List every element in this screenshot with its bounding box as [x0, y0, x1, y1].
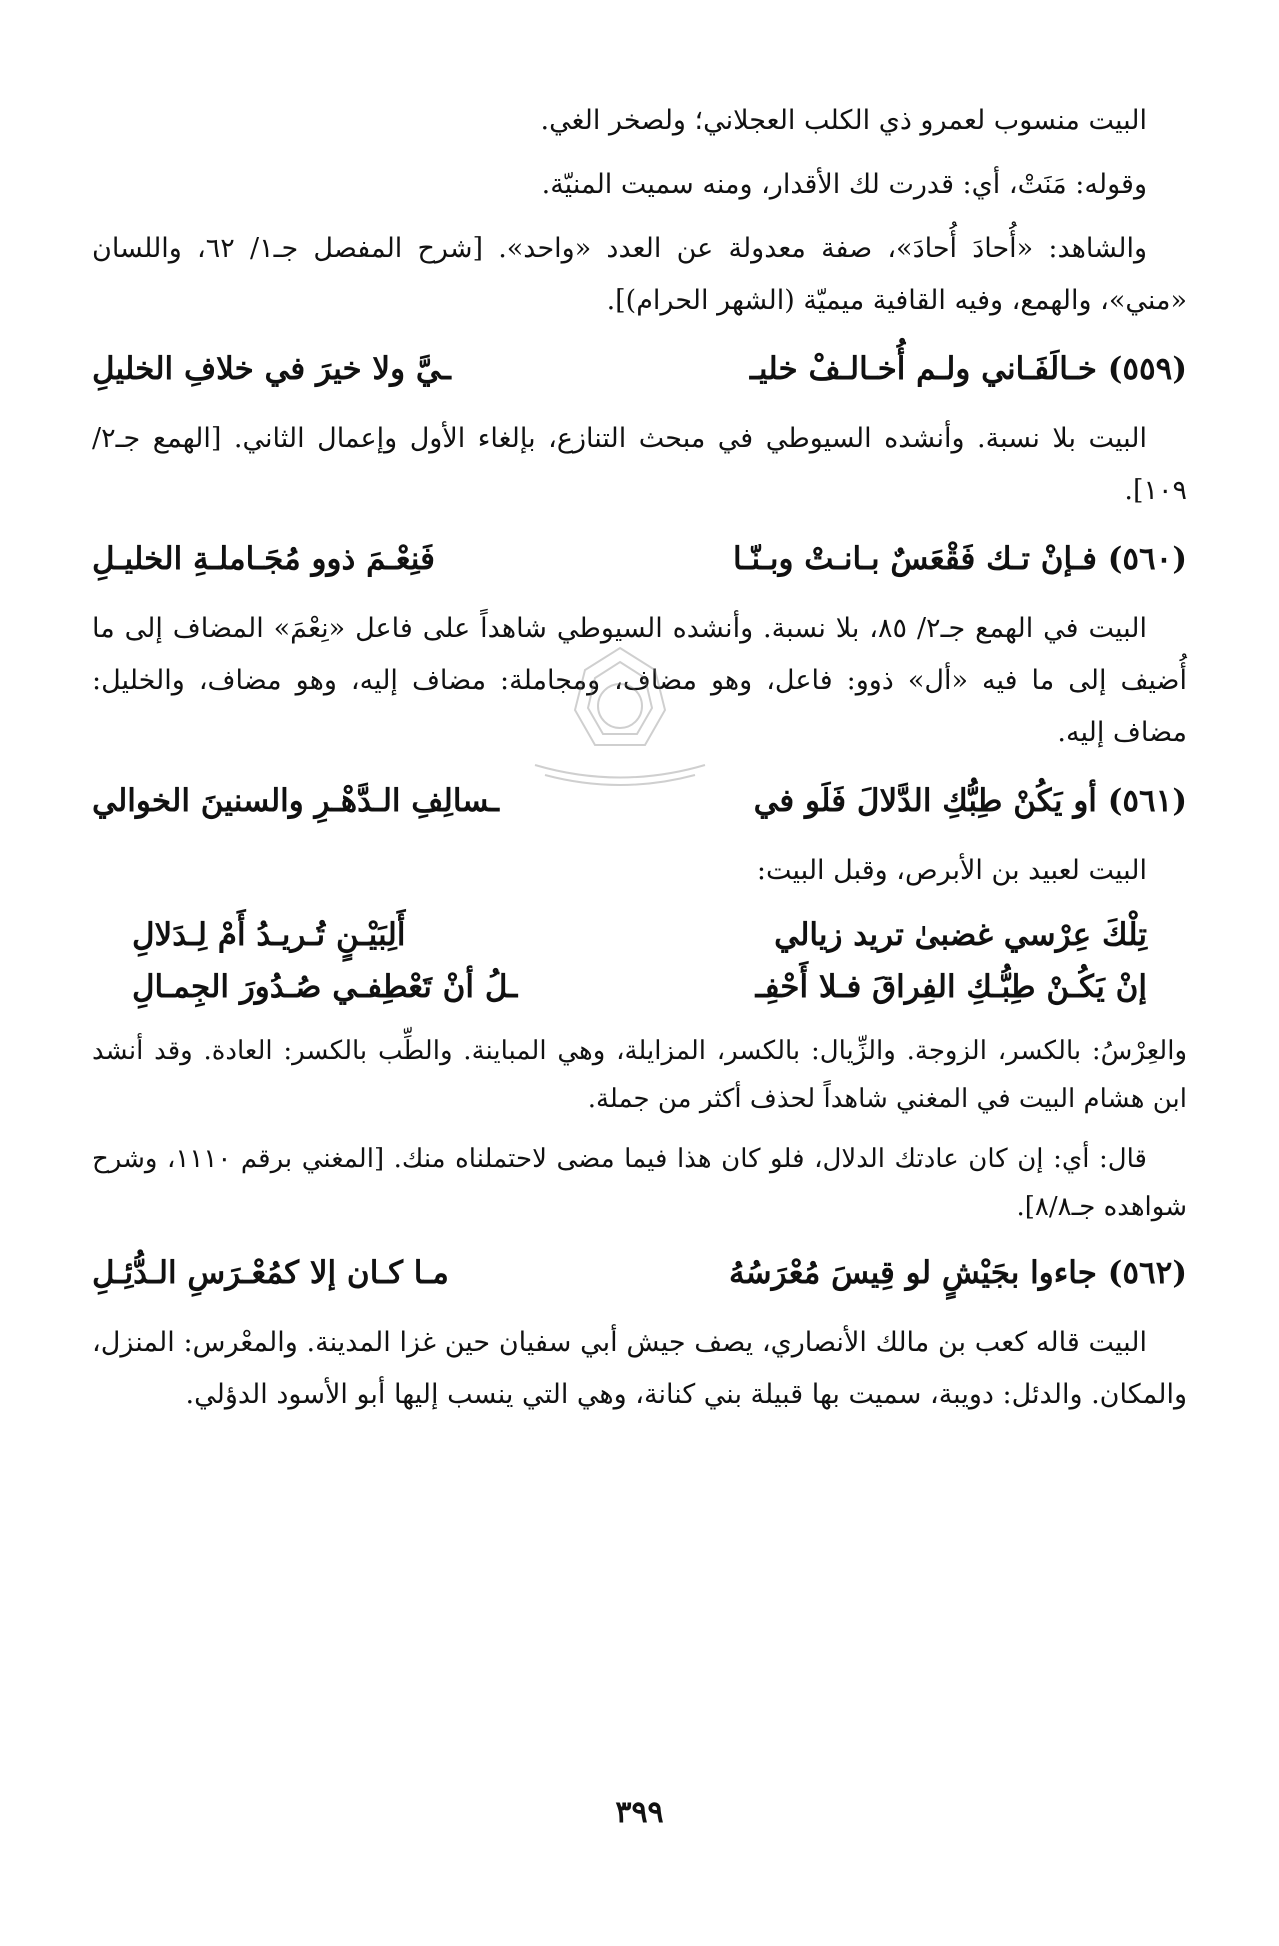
paragraph-witness-uhad: والشاهد: «أُحادَ أُحادَ»، صفة معدولة عن العدد «واحد». [شرح المفصل جـ١/ ٦٢، واللسان «مني»، والهمع، وفيه القافية ميميّة (الشهر الحرام)].: [92, 233, 1187, 316]
text-block: [92, 95, 1187, 327]
text-block-3: [92, 603, 1187, 759]
paragraph-verse-562-commentary: البيت قاله كعب بن مالك الأنصاري، يصف جيش أبي سفيان حين غزا المدينة. والمعْرس: المنزل، والمكان. والدئل: دويبة، سميت بها قبيلة بني كنانة، وهي التي ينسب إليها أبو الأسود الدؤلي.: [92, 1327, 1187, 1410]
verse-561-second-hemistich: ـسالِفِ الـدَّهْـرِ والسنينَ الخوالي: [92, 783, 500, 819]
paragraph-verse-560-commentary: البيت في الهمع جـ٢/ ٨٥، بلا نسبة. وأنشده السيوطي شاهداً على فاعل «نِعْمَ» المضاف إلى ما أُضيف إلى ما فيه «أل» ذوو: فاعل، وهو مضاف، ومجاملة: مضاف إليه، وهو مضاف، والخليل: مضاف إليه.: [92, 613, 1187, 748]
verse-559: [92, 339, 1187, 399]
preceding-verse-2: [132, 961, 1147, 1013]
verse-561-first-hemistich: (٥٦١) أو يَكُنْ طِبُّكِ الدَّلالَ فَلَو في: [753, 783, 1187, 819]
preceding-verse-1-second: أَلِبَيْـنٍ تُـريـدُ أَمْ لِـدَلالِ: [132, 917, 406, 953]
paragraph-glossary-irs: والعِرْسُ: بالكسر، الزوجة. والزِّيال: بالكسر، المزايلة، وهي المباينة. والطِّب بالكسر: العادة. وقد أنشد ابن هشام البيت في المغني شاهداً لحذف أكثر من جملة.: [92, 1036, 1187, 1114]
verse-560: [92, 529, 1187, 589]
text-block-6: [92, 1317, 1187, 1421]
verse-559-first-hemistich: (٥٥٩) خـالَفَـاني ولـم أُخـالـفْ خليـ: [749, 351, 1187, 387]
verse-559-second-hemistich: ـيَّ ولا خيرَ في خلافِ الخليلِ: [92, 351, 451, 387]
preceding-verse-1-first: تِلْكَ عِرْسي غضبىٰ تريد زيالي: [774, 917, 1147, 953]
paragraph-verse-559-commentary: البيت بلا نسبة. وأنشده السيوطي في مبحث التنازع، بإلغاء الأول وإعمال الثاني. [الهمع جـ٢/ ١٠٩].: [92, 423, 1187, 506]
preceding-verse-1: [132, 909, 1147, 961]
page-number: ٣٩٩: [615, 1795, 664, 1830]
preceding-verse-2-second: ـلُ أنْ تَعْطِفـي صُـدُورَ الجِمـالِ: [132, 969, 518, 1005]
paragraph-verse-561-attribution: البيت لعبيد بن الأبرص، وقبل البيت:: [756, 855, 1147, 886]
preceding-verse-2-first: إنْ يَكُـنْ طِبُّـكِ الفِراقَ فـلا أَحْفِـ: [755, 969, 1147, 1005]
text-block-5: [92, 1027, 1187, 1231]
verse-562-first-hemistich: (٥٦٢) جاءوا بجَيْشٍ لو قِيسَ مُعْرَسُهُ: [729, 1255, 1187, 1291]
text-block-4: [92, 845, 1187, 897]
verse-562-second-hemistich: مـا كـان إلا كمُعْـرَسِ الـدُّئِـلِ: [92, 1255, 449, 1291]
verse-561: [92, 771, 1187, 831]
paragraph-attribution-amr: البيت منسوب لعمرو ذي الكلب العجلاني؛ ولصخر الغي.: [540, 105, 1147, 136]
verse-562: [92, 1243, 1187, 1303]
verse-560-first-hemistich: (٥٦٠) فـإنْ تـك فَقْعَسٌ بـانـتْ وبـنّـا: [732, 541, 1187, 577]
verse-560-second-hemistich: فَنِعْـمَ ذوو مُجَـاملـةِ الخليـلِ: [92, 541, 435, 577]
paragraph-manat-meaning: وقوله: مَنَتْ، أي: قدرت لك الأقدار، ومنه سميت المنيّة.: [541, 169, 1147, 200]
text-block-2: [92, 413, 1187, 517]
paragraph-verse-561-meaning: قال: أي: إن كان عادتك الدلال، فلو كان هذا فيما مضى لاحتملناه منك. [المغني برقم ١١١٠، وشرح شواهده جـ٨/٨].: [92, 1144, 1187, 1222]
